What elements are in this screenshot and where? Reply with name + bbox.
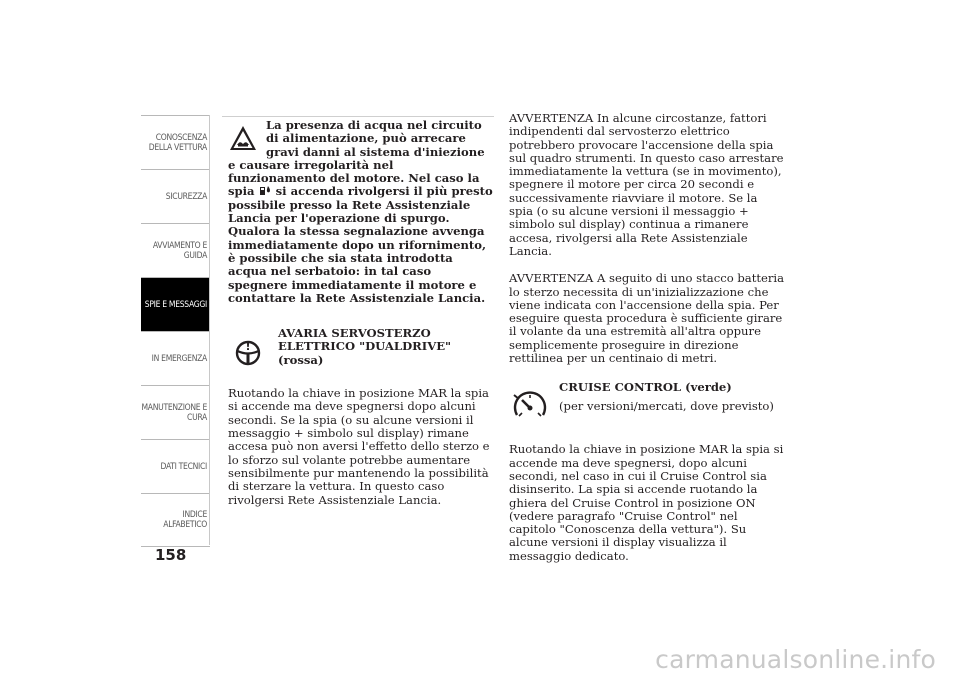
cruise-control-subtitle: (per versioni/mercati, dove previsto): [559, 398, 774, 413]
tab-label: SPIE E MESSAGGI: [144, 299, 207, 310]
warning-text-part1: La presenza di acqua nel circuito di alimentazione, può arrecare gravi danni al sistema d'iniezione e causare irregolarità nel funzionamento del motore. Nel caso la spia: [228, 118, 485, 199]
tab-label: SICUREZZA: [165, 191, 207, 202]
tab-indice[interactable]: [141, 493, 210, 547]
tab-label: CONOSCENZA DELLA VETTURA: [148, 132, 207, 153]
power-steering-body: Ruotando la chiave in posizione MAR la spia si accende ma deve spegnersi dopo alcuni secondi. Se la spia (o su alcune versioni il messaggio + simbolo sul display) rimane accesa può non aversi l'effetto dello sterzo e lo sforzo sul volante potrebbe aumentare sensibilmente pur mantenendo la possibilità di sterzare la vettura. In questo caso rivolgersi Rete Assistenziale Lancia.: [228, 386, 490, 507]
section-rule: [222, 116, 494, 117]
warning-text-part2: si accenda rivolgersi il più presto possibile presso la Rete Assistenziale Lancia per l'operazione di spurgo. Qualora la stessa segnalazione avvenga immediatamente dopo un rifornimento, è possibile che sia stata introdotta acqua nel serbatoio: in tal caso spegnere immediatamente il motore e contattare la Rete Assistenziale Lancia.: [228, 184, 493, 305]
cruise-control-body: Ruotando la chiave in posizione MAR la spia si accende ma deve spegnersi, dopo alcuni secondi, nel caso in cui il Cruise Control sia disinserito. La spia si accende ruotando la ghiera del Cruise Control in posizione ON (vedere paragrafo "Cruise Control" nel capitolo "Conoscenza della vettura"). Su alcune versioni il display visualizza il messaggio dedicato.: [509, 442, 784, 563]
page-number: 158: [155, 546, 187, 564]
power-steering-icon: [228, 333, 268, 373]
tab-spie-messaggi[interactable]: [141, 277, 210, 331]
tab-sicurezza[interactable]: [141, 169, 210, 223]
warning-block: [228, 119, 494, 305]
power-steering-heading: [228, 327, 494, 373]
tab-dati-tecnici[interactable]: [141, 439, 210, 493]
cruise-control-heading-text: [559, 379, 774, 429]
tab-manutenzione[interactable]: [141, 385, 210, 439]
left-column: [228, 119, 494, 507]
cruise-control-title: CRUISE CONTROL (verde): [559, 380, 732, 395]
water-in-fuel-icon: [259, 185, 272, 196]
tab-avviamento[interactable]: [141, 223, 210, 277]
cruise-control-heading: [509, 379, 785, 429]
chapter-sidebar: [141, 115, 210, 547]
note-1: AVVERTENZA In alcune circostanze, fattori indipendenti dal servosterzo elettrico potrebbero provocare l'accensione della spia sul quadro strumenti. In questo caso arrestare immediatamente la vettura (se in movimento), spegnere il motore per circa 20 secondi e successivamente riavviare il motore. Se la spia (o su alcune versioni il messaggio + simbolo sul display) continua a rimanere accesa, rivolgersi alla Rete Assistenziale Lancia.: [509, 111, 784, 258]
watermark: carmanualsonline.info: [655, 645, 936, 674]
tab-label: INDICE ALFABETICO: [163, 510, 207, 530]
warning-triangle-icon: [228, 123, 258, 153]
tab-conoscenza[interactable]: [141, 115, 210, 169]
tab-label: IN EMERGENZA: [151, 353, 207, 364]
sidebar-divider: [209, 115, 210, 545]
tab-label: MANUTENZIONE E CURA: [141, 402, 207, 423]
note-2: AVVERTENZA A seguito di uno stacco batteria lo sterzo necessita di un'inizializzazione che viene indicata con l'accensione della spia. Per eseguire questa procedura è sufficiente girare il volante da una estremità all'altra oppure semplicemente proseguire in direzione rettilinea per un centinaio di metri.: [509, 271, 785, 366]
tab-emergenza[interactable]: [141, 331, 210, 385]
power-steering-title: AVARIA SERVOSTERZO ELETTRICO "DUALDRIVE" (rossa): [278, 326, 452, 367]
right-column: [509, 112, 785, 563]
svg-text:!: !: [245, 340, 251, 354]
tab-label: DATI TECNICI: [160, 461, 207, 472]
cruise-control-icon: [507, 383, 553, 429]
tab-label: AVVIAMENTO E GUIDA: [152, 240, 207, 261]
